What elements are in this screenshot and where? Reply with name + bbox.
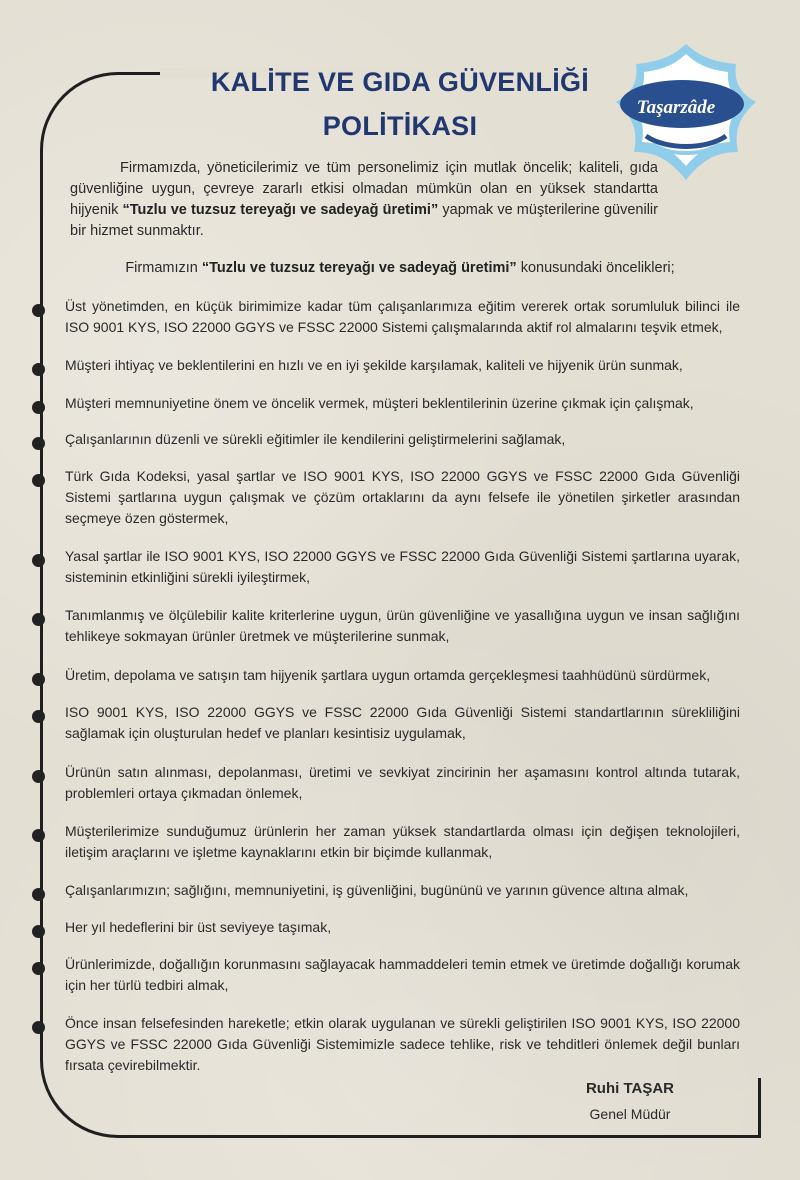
logo-wordmark: Taşarzâde [636, 97, 716, 118]
bullet-dot [32, 613, 45, 626]
intro-text-bold: “Tuzlu ve tuzsuz tereyağı ve sadeyağ üretimi” [122, 202, 439, 218]
list-item: Ürünlerimizde, doğallığın korunmasını sağlayacak hammaddeleri temin etmek ve üretimde doğallığı korumak için her türlü tedbiri almak, [65, 956, 740, 993]
list-item: Tanımlanmış ve ölçülebilir kalite kriterlerine uygun, ürün güvenliğine ve yasallığına uygun ve insan sağlığını tehlikeye sokmayan ürünler üretmek ve müşterilerine sunmak, [65, 607, 740, 644]
bullet-dot [32, 962, 45, 975]
list-item: Çalışanlarımızın; sağlığını, memnuniyetini, iş güvenliğini, bugününü ve yarının güvence altına almak, [65, 882, 689, 898]
list-item: Her yıl hedeflerini bir üst seviyeye taşımak, [65, 919, 332, 935]
bullet-dot [32, 673, 45, 686]
list-item: Ürünün satın alınması, depolanması, üretimi ve sevkiyat zincirinin her aşamasını kontrol altında tutarak, problemleri ortaya çıkmadan önlemek, [65, 764, 740, 801]
list-item: Üretim, depolama ve satışın tam hijyenik şartlara uygun ortamda gerçekleşmesi taahhüdünü sürdürmek, [65, 667, 711, 683]
bullet-dot [32, 829, 45, 842]
bullet-dot [32, 925, 45, 938]
signatory-title: Genel Müdür [589, 1106, 671, 1122]
list-item: Müşterilerimize sunduğumuz ürünlerin her zaman yüksek standartlarda olması için değişen teknolojileri, iletişim araçlarını ve işletme kaynaklarını etkin bir biçimde kullanmak, [65, 823, 740, 860]
list-item: Müşteri ihtiyaç ve beklentilerini en hızlı ve en iyi şekilde karşılamak, kaliteli ve hijyenik ürün sunmak, [65, 357, 683, 373]
title-line-2: POLİTİKASI [322, 111, 478, 141]
bullet-dot [32, 1021, 45, 1034]
bullet-dot [32, 304, 45, 317]
bullet-dot [32, 474, 45, 487]
list-item: Türk Gıda Kodeksi, yasal şartlar ve ISO 9001 KYS, ISO 22000 GGYS ve FSSC 22000 Gıda Güvenliği Sistemi şartlarına uygun çalışmak ve çözüm ortaklarını da aynı felsefe ile yönetilen şirketler arasından seçmeye özen göstermek, [65, 468, 740, 526]
priorities-intro-bold: “Tuzlu ve tuzsuz tereyağı ve sadeyağ üretimi” [201, 260, 517, 276]
title-line-1: KALİTE VE GIDA GÜVENLİĞİ [210, 67, 590, 97]
signatory-name: Ruhi TAŞAR [585, 1080, 675, 1097]
list-item: Çalışanlarının düzenli ve sürekli eğitimler ile kendilerini geliştirmelerini sağlamak, [65, 431, 566, 447]
bullet-dot [32, 770, 45, 783]
intro-text-start: Firmamızda, yöneticilerimiz ve tüm personelimiz için mutlak öncelik; kaliteli, gıda güvenliğine uygun, çevreye zararlı etkisi olmadan mümkün olan en yüksek standartta hijyenik [70, 160, 658, 218]
bullet-dot [32, 363, 45, 376]
bullet-dot [32, 401, 45, 414]
intro-text-end: yapmak ve müşterilerine güvenilir bir hizmet sunmaktır. [70, 202, 658, 239]
bullet-dot [32, 710, 45, 723]
list-item: ISO 9001 KYS, ISO 22000 GGYS ve FSSC 22000 Gıda Güvenliği Sistemi standartlarının sürekliliğini sağlamak için oluşturulan hedef ve planları kesintisiz uygulamak, [65, 704, 740, 741]
bullet-dot [32, 554, 45, 567]
list-item: Yasal şartlar ile ISO 9001 KYS, ISO 22000 GGYS ve FSSC 22000 Gıda Güvenliği Sistemi şartlarına uyarak, sisteminin etkinliğini sürekli iyileştirmek, [65, 548, 740, 585]
priorities-intro-end: konusundaki öncelikleri; [516, 260, 675, 276]
list-item: Müşteri memnuniyetine önem ve öncelik vermek, müşteri beklentilerinin üzerine çıkmak için çalışmak, [65, 395, 694, 411]
priorities-intro-start: Firmamızın [125, 260, 202, 276]
bullet-dot [32, 437, 45, 450]
bullet-dot [32, 888, 45, 901]
list-item: Önce insan felsefesinden hareketle; etkin olarak uygulanan ve sürekli geliştirilen ISO 9001 KYS, ISO 22000 GGYS ve FSSC 22000 Gıda Güvenliği Sistemimizle sadece tehlike, risk ve tehditleri önlemek değil bunları fırsata çevirebilmektir. [65, 1015, 740, 1073]
list-item: Üst yönetimden, en küçük birimimize kadar tüm çalışanlarımıza eğitim vererek ortak sorumluluk bilinci ile ISO 9001 KYS, ISO 22000 GGYS ve FSSC 22000 Sistemi çalışmalarında aktif rol almalarını teşvik etmek, [65, 298, 740, 335]
